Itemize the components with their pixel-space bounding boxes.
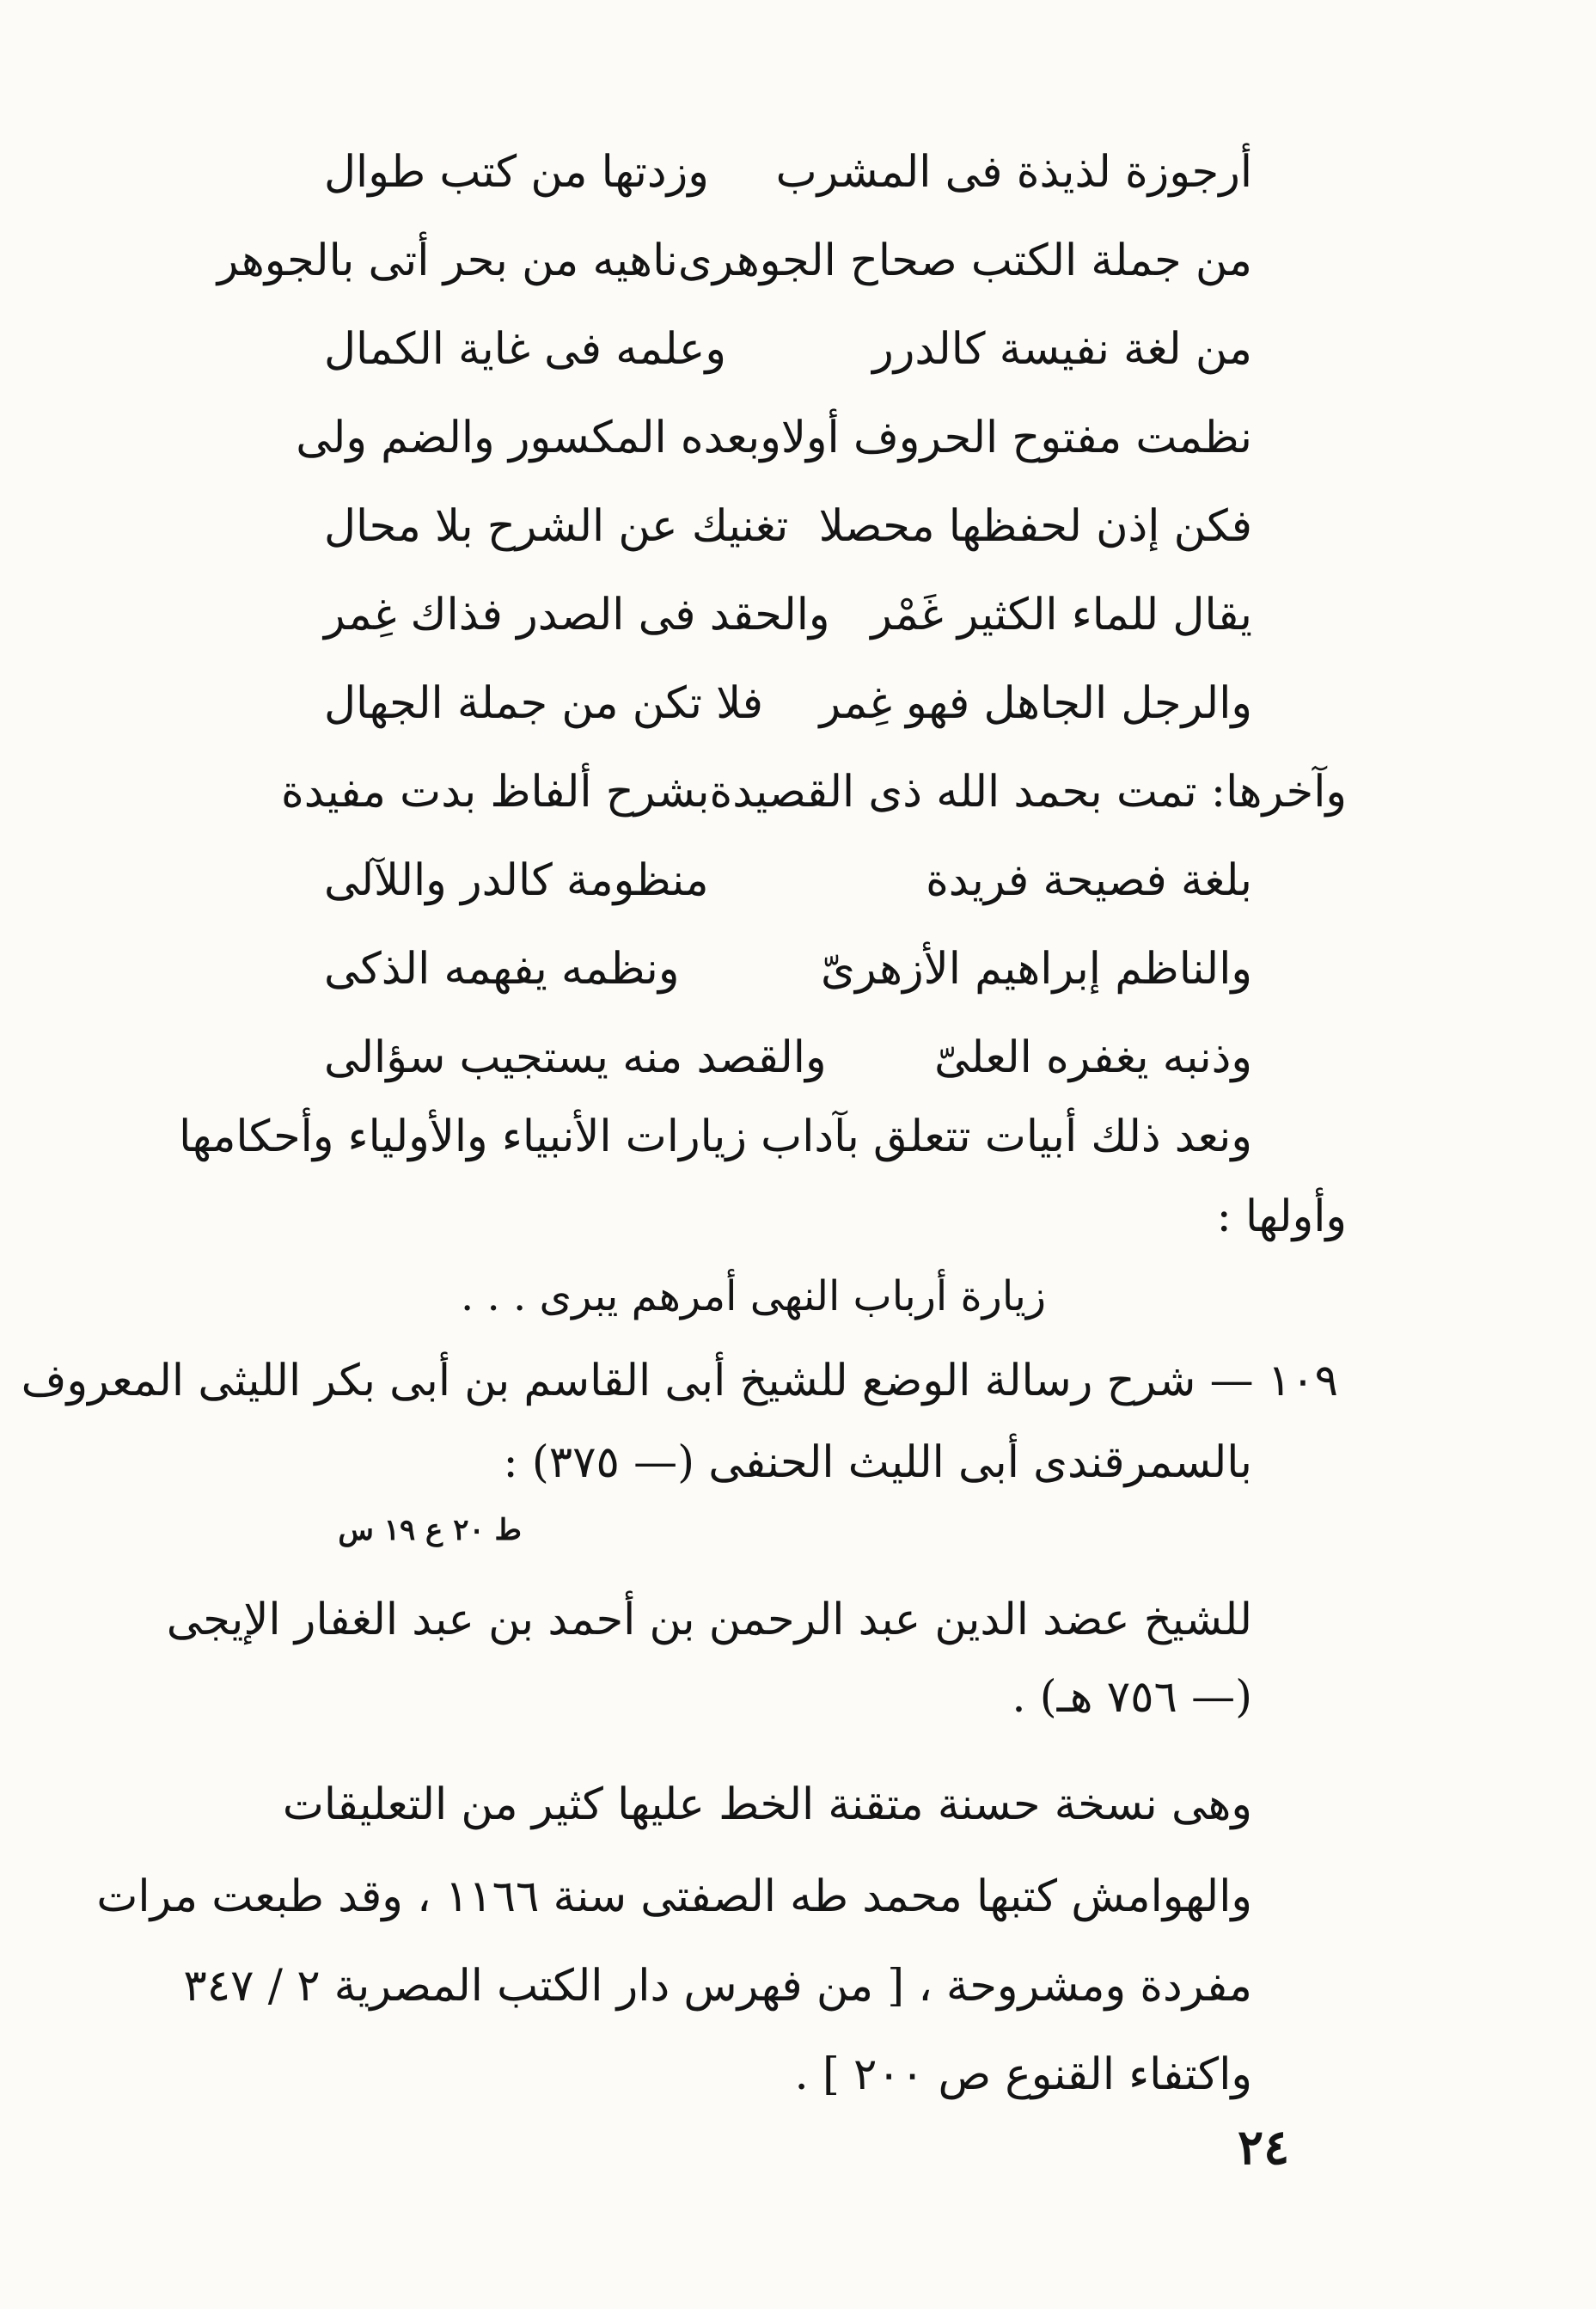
verse-first-hemistich: وآخرها: تمت بحمد الله ذى القصيدة <box>709 766 1347 818</box>
verse-first-hemistich: يقال للماء الكثير غَمْر <box>871 589 1252 640</box>
author-line: للشيخ عضد الدين عبد الرحمن بن أحمد بن عبد الغفار الإيجى <box>166 1595 1252 1645</box>
verse-second-hemistich: والحقد فى الصدر فذاك غِمر <box>324 589 830 640</box>
verse-line <box>324 315 1252 383</box>
description-line: والهوامش كتبها محمد طه الصفتى سنة ١١٦٦ ، وقد طبعت مرات <box>96 1871 1252 1922</box>
verse-line <box>217 226 1252 295</box>
verse-line <box>324 934 1252 1003</box>
description-line: واكتفاء القنوع ص ٢٠٠ ] . <box>794 2049 1252 2100</box>
verse-first-hemistich: من لغة نفيسة كالدرر <box>872 323 1252 375</box>
verse-line <box>324 669 1252 738</box>
verse-first-hemistich: والناظم إبراهيم الأزهرىّ <box>821 943 1252 995</box>
verse-second-hemistich: ونظمه يفهمه الذكى <box>324 943 680 995</box>
verse-second-hemistich: ناهيه من بحر أتى بالجوهر <box>217 235 678 286</box>
verse-line <box>324 1023 1252 1092</box>
verse-second-hemistich: وبعده المكسور والضم ولى <box>296 412 781 463</box>
verse-first-hemistich: نظمت مفتوح الحروف أولا <box>780 412 1252 463</box>
description-line: وهى نسخة حسنة متقنة الخط عليها كثير من التعليقات <box>282 1779 1252 1830</box>
verse-line <box>324 846 1252 915</box>
verse-first-hemistich: أرجوزة لذيذة فى المشرب <box>775 146 1252 198</box>
verse-line <box>324 492 1252 560</box>
verse-second-hemistich: تغنيك عن الشرح بلا محال <box>324 500 789 552</box>
description-line: مفردة ومشروحة ، [ من فهرس دار الكتب المصرية ٢ / ٣٤٧ <box>183 1961 1252 2012</box>
verse-line <box>296 403 1252 472</box>
prose-line: وأولها : <box>1216 1191 1347 1242</box>
verse-second-hemistich: فلا تكن من جملة الجهال <box>324 677 763 729</box>
verse-line <box>324 580 1252 649</box>
verse-line <box>280 757 1347 826</box>
prose-line: ونعد ذلك أبيات تتعلق بآداب زيارات الأنبياء والأولياء وأحكامها <box>179 1112 1252 1162</box>
verse-first-hemistich: من جملة الكتب صحاح الجوهرى <box>677 235 1252 286</box>
verse-second-hemistich: وعلمه فى غاية الكمال <box>324 323 726 375</box>
entry-heading: بالسمرقندى أبى الليث الحنفى (— ٣٧٥) : <box>503 1437 1252 1488</box>
verse-line <box>324 138 1252 206</box>
verse-first-hemistich: بلغة فصيحة فريدة <box>926 854 1252 906</box>
verse-second-hemistich: وزدتها من كتب طوال <box>324 146 709 198</box>
verse-second-hemistich: بشرح ألفاظ بدت مفيدة <box>280 766 710 818</box>
author-line: (— ٧٥٦ هـ) . <box>1012 1672 1252 1723</box>
verse-first-hemistich: وذنبه يغفره العلىّ <box>934 1032 1252 1083</box>
verse-second-hemistich: والقصد منه يستجيب سؤالى <box>324 1032 827 1083</box>
verse-first-hemistich: فكن إذن لحفظها محصلا <box>818 500 1252 552</box>
entry-heading: ١٠٩ — شرح رسالة الوضع للشيخ أبى القاسم بن أبى بكر الليثى المعروف <box>21 1356 1338 1406</box>
shelfmark: ط ٢٠ ع ١٩ س <box>338 1513 522 1547</box>
verse-second-hemistich: منظومة كالدر واللآلى <box>324 854 709 906</box>
page-number: ٢٤ <box>1238 2119 1290 2176</box>
verse-first-hemistich: والرجل الجاهل فهو غِمر <box>819 677 1252 729</box>
quoted-verse: زيارة أرباب النهى أمرهم يبرى . . . <box>460 1272 1046 1320</box>
